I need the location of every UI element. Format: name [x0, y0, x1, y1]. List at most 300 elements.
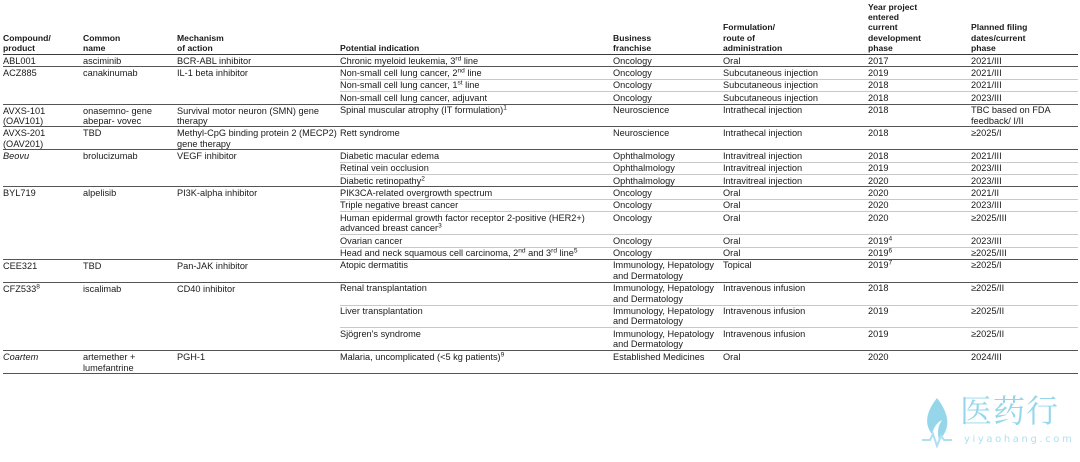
cell-text: asciminib: [83, 56, 122, 66]
indication-cell: [340, 80, 613, 91]
formulation-cell: [723, 67, 868, 78]
cell-text: Beovu: [3, 151, 30, 162]
mechanism-cell: [177, 260, 340, 282]
cell-text: 2021/III: [971, 67, 1002, 78]
year-cell: [868, 306, 971, 328]
cell-text: Intravitreal injection: [723, 163, 803, 174]
filing-cell: [971, 283, 1078, 305]
cell-text: Oncology: [613, 67, 652, 78]
year-cell: [868, 80, 971, 91]
year-cell: [868, 92, 971, 103]
indication-rows: [340, 187, 1078, 258]
franchise-cell: [613, 175, 723, 186]
header-line: phase: [971, 42, 996, 53]
mechanism-cell: [177, 105, 340, 127]
cell-text: CEE321: [3, 260, 38, 271]
formulation-cell: [723, 187, 868, 198]
indication-cell: [340, 150, 613, 161]
compound-cell: [3, 127, 83, 149]
cell-text: 2020: [868, 187, 889, 198]
cell-text: Immunology, Hepatology and Dermatology: [613, 283, 714, 304]
cell-text: 2018: [868, 127, 889, 138]
cell-text: Human epidermal growth factor receptor 2-positive (HER2+) advanced breast cancer: [340, 212, 585, 234]
header-line: product: [3, 42, 35, 53]
indication-cell: [340, 200, 613, 211]
cell-text: 2024/III: [971, 351, 1002, 362]
table-body: [3, 55, 1078, 374]
compound-cell: [3, 150, 83, 186]
cell-text: canakinumab: [83, 68, 138, 79]
franchise-cell: [613, 187, 723, 198]
formulation-cell: [723, 248, 868, 259]
compound-cell: [3, 55, 83, 66]
cell-text: ≥2025/III: [971, 248, 1007, 258]
franchise-cell: [613, 200, 723, 211]
header-line: Planned filing: [971, 22, 1028, 33]
filing-cell: [971, 175, 1078, 186]
indication-cell: [340, 212, 613, 234]
cell-text: alpelisib: [83, 188, 117, 199]
cell-text: 2019: [868, 306, 889, 317]
cell-text: Neuroscience: [613, 105, 670, 116]
cell-text: PIK3CA-related overgrowth spectrum: [340, 187, 493, 198]
header-year: [868, 0, 971, 54]
cell-text: AVXS-201 (OAV201): [3, 128, 46, 149]
cell-text: IL-1 beta inhibitor: [177, 68, 248, 79]
indication-cell: [340, 67, 613, 78]
table-row: [340, 305, 1078, 328]
header-compound: [3, 0, 83, 54]
year-cell: [868, 105, 971, 127]
cell-text: Malaria, uncomplicated (<5 kg patients): [340, 351, 501, 362]
year-cell: [868, 55, 971, 66]
header-formulation: [723, 0, 868, 54]
indication-cell: [340, 55, 613, 66]
filing-cell: [971, 200, 1078, 211]
formulation-cell: [723, 92, 868, 103]
header-line: development: [868, 32, 922, 43]
franchise-cell: [613, 328, 723, 350]
franchise-cell: [613, 283, 723, 305]
cell-text: ≥2025/II: [971, 283, 1005, 294]
cell-text: Non-small cell lung cancer, 2: [340, 67, 458, 78]
mechanism-cell: [177, 150, 340, 186]
cell-text: Oncology: [613, 80, 652, 91]
common-name-cell: [83, 127, 177, 149]
franchise-cell: [613, 248, 723, 259]
cell-text: Renal transplantation: [340, 283, 427, 294]
filing-cell: [971, 187, 1078, 198]
cell-text: CD40 inhibitor: [177, 283, 236, 294]
cell-text: Oncology: [613, 55, 652, 66]
header-line: route of: [723, 32, 755, 43]
compound-cell: [3, 187, 83, 258]
cell-text: ≥2025/III: [971, 212, 1007, 223]
cell-text: Oral: [723, 351, 741, 362]
formulation-cell: [723, 200, 868, 211]
common-name-cell: [83, 351, 177, 373]
filing-cell: [971, 163, 1078, 174]
table-row: [340, 105, 1078, 127]
indication-rows: [340, 150, 1078, 186]
indication-cell: [340, 248, 613, 259]
compound-group: [3, 150, 1078, 187]
cell-text: Pan-JAK inhibitor: [177, 260, 248, 271]
indication-cell: [340, 306, 613, 328]
table-row: [340, 351, 1078, 362]
cell-text: Ophthalmology: [613, 175, 675, 186]
cell-text: BCR-ABL inhibitor: [177, 56, 252, 66]
table-row: [340, 79, 1078, 91]
cell-text: ≥2025/II: [971, 306, 1005, 317]
cell-text: Neuroscience: [613, 127, 670, 138]
footnote-superscript: rd: [455, 55, 462, 62]
cell-text: Oral: [723, 55, 741, 66]
year-cell: [868, 175, 971, 186]
header-line: Potential indication: [340, 42, 420, 53]
cell-text: ABL001: [3, 56, 36, 66]
cell-text: Subcutaneous injection: [723, 67, 819, 78]
header-indication: [340, 0, 613, 54]
year-cell: [868, 351, 971, 362]
header-line: current: [868, 22, 898, 33]
mechanism-cell: [177, 351, 340, 373]
cell-text: Intravenous infusion: [723, 328, 806, 339]
cell-text: Coartem: [3, 352, 39, 363]
cell-text: artemether + lumefantrine: [83, 352, 136, 373]
footnote-superscript: 4: [888, 235, 893, 243]
footnote-superscript: 2: [421, 175, 425, 183]
cell-text: Oncology: [613, 212, 652, 223]
cell-text: 2019: [868, 248, 889, 258]
cell-text: Liver transplantation: [340, 306, 423, 317]
filing-cell: [971, 260, 1078, 282]
cell-text: Atopic dermatitis: [340, 260, 408, 271]
header-mechanism: [177, 0, 340, 54]
formulation-cell: [723, 55, 868, 66]
indication-cell: [340, 163, 613, 174]
cell-text: AVXS-101 (OAV101): [3, 105, 46, 127]
indication-cell: [340, 187, 613, 198]
cell-text: Oncology: [613, 200, 652, 211]
franchise-cell: [613, 212, 723, 234]
cell-text: Ovarian cancer: [340, 235, 403, 246]
filing-cell: [971, 212, 1078, 234]
cell-text: 2021/II: [971, 187, 1000, 198]
header-line: Business: [613, 32, 652, 43]
footnote-superscript: 8: [36, 283, 40, 291]
filing-cell: [971, 105, 1078, 127]
cell-text: Triple negative breast cancer: [340, 200, 459, 211]
indication-cell: [340, 235, 613, 246]
cell-text: Oral: [723, 235, 741, 246]
cell-text: PGH-1: [177, 352, 206, 363]
year-cell: [868, 248, 971, 259]
cell-text: ≥2025/I: [971, 260, 1002, 271]
pipeline-table: [3, 0, 1078, 374]
franchise-cell: [613, 105, 723, 127]
table-row: [340, 55, 1078, 66]
cell-text: line: [462, 80, 480, 91]
formulation-cell: [723, 150, 868, 161]
indication-cell: [340, 283, 613, 305]
cell-text: Chronic myeloid leukemia, 3: [340, 55, 456, 66]
compound-group: [3, 187, 1078, 259]
header-line: Formulation/: [723, 22, 776, 33]
franchise-cell: [613, 150, 723, 161]
indication-cell: [340, 175, 613, 186]
header-line: Year project: [868, 1, 918, 12]
formulation-cell: [723, 283, 868, 305]
year-cell: [868, 67, 971, 78]
cell-text: Immunology, Hepatology and Dermatology: [613, 328, 714, 350]
table-row: [340, 283, 1078, 305]
cell-text: Intrathecal injection: [723, 127, 803, 138]
header-filing: [971, 0, 1078, 54]
indication-rows: [340, 67, 1078, 103]
cell-text: Oral: [723, 212, 741, 223]
cell-text: Oral: [723, 187, 741, 198]
table-row: [340, 260, 1078, 282]
cell-text: 2019: [868, 328, 889, 339]
table-row: [340, 162, 1078, 174]
compound-cell: [3, 260, 83, 282]
table-row: [340, 187, 1078, 198]
common-name-cell: [83, 283, 177, 350]
compound-cell: [3, 105, 83, 127]
cell-text: 2017: [868, 55, 889, 66]
cell-text: Rett syndrome: [340, 127, 400, 138]
cell-text: TBC based on FDA feedback/ I/II: [971, 105, 1051, 126]
franchise-cell: [613, 67, 723, 78]
indication-rows: [340, 127, 1078, 149]
cell-text: 2019: [868, 260, 889, 271]
year-cell: [868, 200, 971, 211]
cell-text: 2019: [868, 67, 889, 78]
table-row: [340, 127, 1078, 138]
cell-text: Intravitreal injection: [723, 150, 803, 161]
cell-text: 2020: [868, 351, 889, 362]
compound-group: [3, 283, 1078, 351]
header-common-name: [83, 0, 177, 54]
formulation-cell: [723, 306, 868, 328]
header-line: Mechanism: [177, 32, 224, 43]
indication-cell: [340, 260, 613, 282]
filing-cell: [971, 150, 1078, 161]
header-line: dates/current: [971, 32, 1026, 43]
common-name-cell: [83, 55, 177, 66]
header-franchise: [613, 0, 723, 54]
year-cell: [868, 328, 971, 350]
cell-text: line: [464, 67, 482, 78]
cell-text: Immunology, Hepatology and Dermatology: [613, 260, 714, 281]
cell-text: onasemno- gene abepar- vovec: [83, 105, 152, 127]
indication-cell: [340, 328, 613, 350]
franchise-cell: [613, 260, 723, 282]
cell-text: Established Medicines: [613, 351, 705, 362]
cell-text: Intrathecal injection: [723, 105, 803, 116]
cell-text: and 3: [525, 248, 552, 258]
header-line: franchise: [613, 42, 652, 53]
filing-cell: [971, 235, 1078, 246]
indication-cell: [340, 105, 613, 127]
indication-rows: [340, 105, 1078, 127]
footnote-superscript: 5: [573, 247, 578, 255]
year-cell: [868, 127, 971, 138]
indication-rows: [340, 55, 1078, 66]
table-row: [340, 234, 1078, 246]
header-line: phase: [868, 42, 893, 53]
filing-cell: [971, 306, 1078, 328]
formulation-cell: [723, 80, 868, 91]
footnote-superscript: 6: [888, 247, 893, 255]
cell-text: 2018: [868, 105, 889, 116]
franchise-cell: [613, 235, 723, 246]
header-line: name: [83, 42, 106, 53]
formulation-cell: [723, 351, 868, 362]
cell-text: 2020: [868, 175, 889, 186]
cell-text: 2019: [868, 235, 889, 246]
cell-text: Oncology: [613, 248, 652, 258]
franchise-cell: [613, 55, 723, 66]
filing-cell: [971, 248, 1078, 259]
cell-text: Intravenous infusion: [723, 306, 806, 317]
cell-text: ≥2025/II: [971, 328, 1005, 339]
cell-text: line: [557, 248, 574, 258]
cell-text: Ophthalmology: [613, 163, 675, 174]
header-line: administration: [723, 42, 783, 53]
table-row: [340, 327, 1078, 350]
table-row: [340, 247, 1078, 259]
indication-cell: [340, 92, 613, 103]
cell-text: Ophthalmology: [613, 150, 675, 161]
mechanism-cell: [177, 187, 340, 258]
cell-text: 2023/III: [971, 92, 1002, 103]
cell-text: Intravitreal injection: [723, 175, 803, 186]
cell-text: Subcutaneous injection: [723, 80, 819, 91]
franchise-cell: [613, 127, 723, 138]
cell-text: brolucizumab: [83, 151, 138, 162]
indication-cell: [340, 127, 613, 138]
footnote-superscript: st: [457, 79, 463, 87]
compound-group: [3, 127, 1078, 150]
year-cell: [868, 187, 971, 198]
common-name-cell: [83, 187, 177, 258]
common-name-cell: [83, 67, 177, 103]
cell-text: CFZ533: [3, 283, 37, 294]
cell-text: Spinal muscular atrophy (IT formulation): [340, 105, 504, 116]
cell-text: Sjögren's syndrome: [340, 328, 421, 339]
cell-text: ≥2025/I: [971, 127, 1002, 138]
compound-group: [3, 105, 1078, 128]
cell-text: 2023/III: [971, 235, 1002, 246]
cell-text: 2020: [868, 212, 889, 223]
formulation-cell: [723, 260, 868, 282]
footnote-superscript: nd: [457, 67, 465, 75]
watermark-brand: 医药行: [960, 392, 1060, 430]
table-row: [340, 150, 1078, 161]
formulation-cell: [723, 127, 868, 138]
cell-text: PI3K-alpha inhibitor: [177, 188, 258, 199]
cell-text: 2019: [868, 163, 889, 174]
table-row: [340, 211, 1078, 234]
mechanism-cell: [177, 55, 340, 66]
cell-text: Immunology, Hepatology and Dermatology: [613, 306, 714, 327]
formulation-cell: [723, 163, 868, 174]
cell-text: Survival motor neuron (SMN) gene therapy: [177, 105, 319, 127]
compound-group: [3, 351, 1078, 374]
pharmacy-logo-icon: [920, 396, 954, 448]
indication-rows: [340, 283, 1078, 350]
cell-text: 2023/III: [971, 175, 1002, 186]
filing-cell: [971, 328, 1078, 350]
cell-text: 2020: [868, 200, 889, 211]
cell-text: Diabetic retinopathy: [340, 175, 422, 186]
cell-text: Methyl-CpG binding protein 2 (MECP2) gene therapy: [177, 128, 337, 149]
common-name-cell: [83, 105, 177, 127]
franchise-cell: [613, 92, 723, 103]
compound-cell: [3, 67, 83, 103]
header-line: Compound/: [3, 32, 51, 43]
footnote-superscript: 9: [500, 351, 505, 359]
cell-text: Oral: [723, 200, 741, 211]
franchise-cell: [613, 351, 723, 362]
table-row: [340, 67, 1078, 78]
filing-cell: [971, 80, 1078, 91]
cell-text: Diabetic macular edema: [340, 150, 440, 161]
cell-text: Oncology: [613, 92, 652, 103]
formulation-cell: [723, 175, 868, 186]
cell-text: Non-small cell lung cancer, 1: [340, 80, 458, 91]
cell-text: Oncology: [613, 187, 652, 198]
filing-cell: [971, 55, 1078, 66]
filing-cell: [971, 92, 1078, 103]
cell-text: 2023/III: [971, 163, 1002, 174]
filing-cell: [971, 67, 1078, 78]
cell-text: 2021/III: [971, 80, 1002, 91]
table-row: [340, 199, 1078, 211]
cell-text: Oncology: [613, 235, 652, 246]
franchise-cell: [613, 80, 723, 91]
cell-text: 2018: [868, 80, 889, 91]
cell-text: Topical: [723, 260, 752, 271]
indication-cell: [340, 351, 613, 362]
cell-text: 2018: [868, 150, 889, 161]
indication-rows: [340, 351, 1078, 373]
cell-text: Head and neck squamous cell carcinoma, 2: [340, 248, 519, 258]
cell-text: 2021/III: [971, 150, 1002, 161]
year-cell: [868, 235, 971, 246]
common-name-cell: [83, 260, 177, 282]
compound-group: [3, 67, 1078, 104]
cell-text: BYL719: [3, 188, 36, 199]
cell-text: TBD: [83, 128, 102, 139]
cell-text: Non-small cell lung cancer, adjuvant: [340, 92, 488, 103]
watermark-url: yiyaohang.com: [964, 434, 1075, 445]
compound-cell: [3, 351, 83, 373]
cell-text: Oral: [723, 248, 741, 258]
mechanism-cell: [177, 67, 340, 103]
cell-text: 2018: [868, 92, 889, 103]
franchise-cell: [613, 163, 723, 174]
filing-cell: [971, 127, 1078, 138]
table-header: [3, 0, 1078, 55]
header-line: entered: [868, 12, 900, 23]
cell-text: line: [461, 55, 479, 66]
year-cell: [868, 212, 971, 234]
cell-text: Retinal vein occlusion: [340, 163, 429, 174]
mechanism-cell: [177, 283, 340, 350]
